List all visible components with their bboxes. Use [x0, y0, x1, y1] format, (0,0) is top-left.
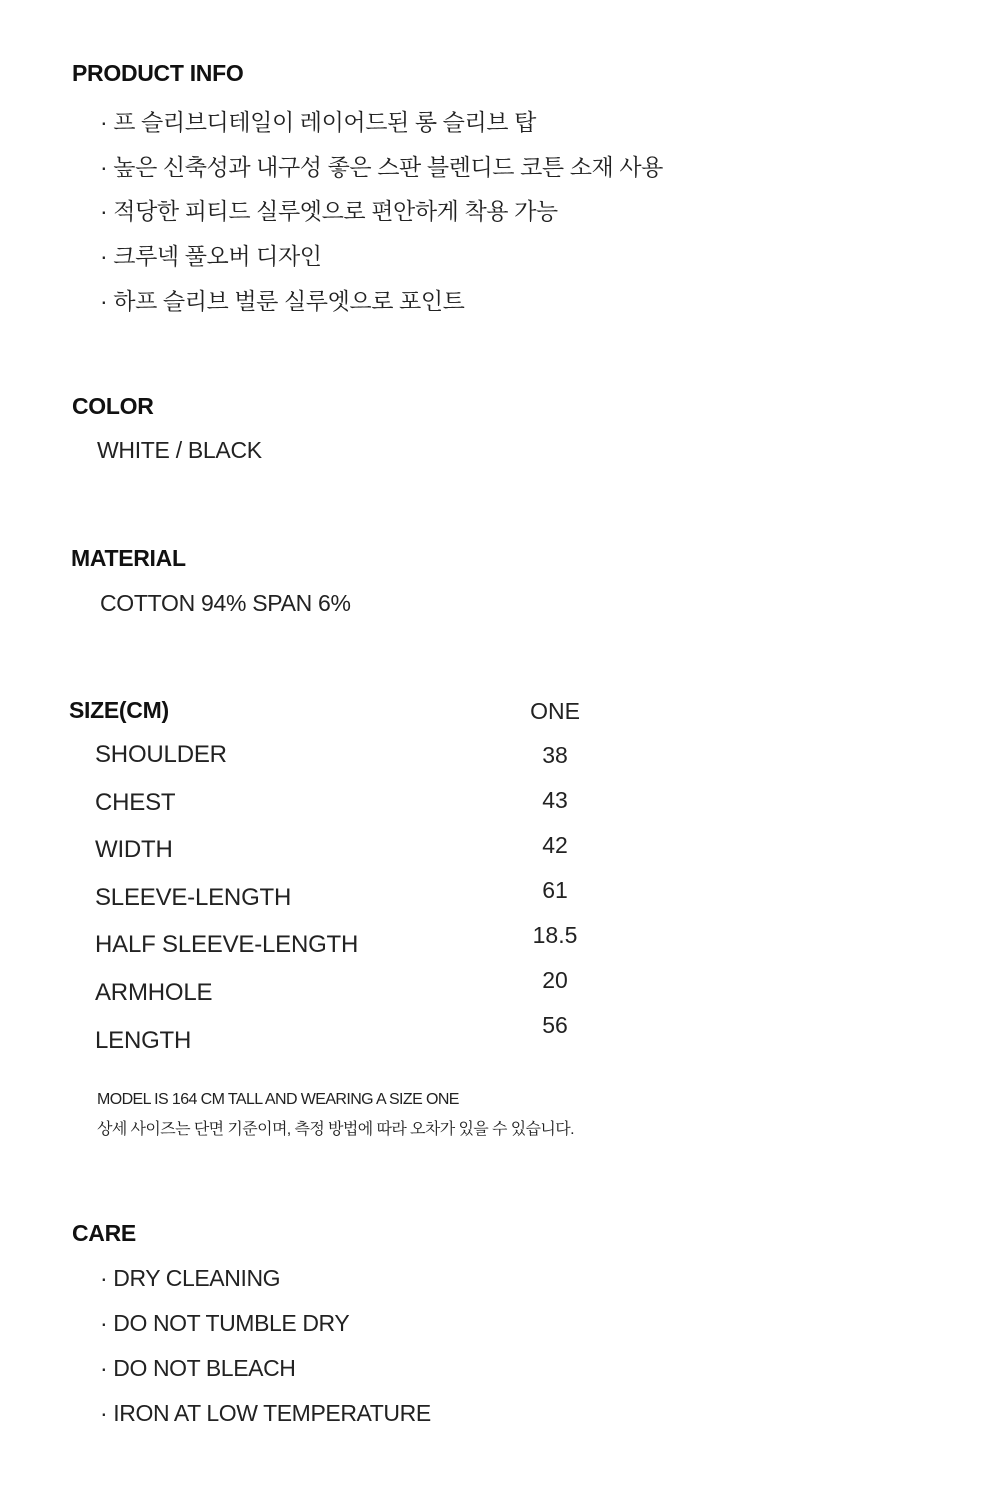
size-column-header: ONE: [530, 698, 580, 724]
product-info-item: · 높은 신축성과 내구성 좋은 스판 블렌디드 코튼 소재 사용: [100, 154, 663, 180]
care-item: · DO NOT BLEACH: [100, 1355, 296, 1381]
size-value-width: 42: [542, 832, 568, 858]
care-item: · DO NOT TUMBLE DRY: [100, 1310, 350, 1336]
care-item: · DRY CLEANING: [100, 1265, 281, 1291]
size-value-length: 56: [542, 1012, 568, 1038]
color-heading: COLOR: [72, 393, 154, 419]
product-info-item: · 크루넥 풀오버 디자인: [100, 243, 322, 269]
size-label-half-sleeve-length: HALF SLEEVE-LENGTH: [95, 931, 359, 958]
size-label-sleeve-length: SLEEVE-LENGTH: [95, 884, 292, 911]
product-info-heading: PRODUCT INFO: [72, 60, 244, 86]
product-info-item: · 하프 슬리브 벌룬 실루엣으로 포인트: [100, 288, 465, 314]
size-heading: SIZE(CM): [69, 697, 169, 723]
color-value: WHITE / BLACK: [97, 437, 262, 463]
size-value-shoulder: 38: [542, 742, 568, 768]
size-value-armhole: 20: [542, 967, 568, 993]
size-value-half-sleeve-length: 18.5: [532, 922, 578, 948]
model-size-note: MODEL IS 164 CM TALL AND WEARING A SIZE ONE: [97, 1091, 459, 1108]
size-value-chest: 43: [542, 787, 568, 813]
material-heading: MATERIAL: [71, 545, 186, 571]
product-info-item: · 적당한 피티드 실루엣으로 편안하게 착용 가능: [100, 198, 558, 224]
care-heading: CARE: [72, 1220, 136, 1246]
care-item: · IRON AT LOW TEMPERATURE: [100, 1400, 431, 1426]
measurement-note: 상세 사이즈는 단면 기준이며, 측정 방법에 따라 오차가 있을 수 있습니다.: [97, 1121, 574, 1138]
size-value-sleeve-length: 61: [542, 877, 568, 903]
size-label-length: LENGTH: [95, 1027, 192, 1054]
product-info-item: · 프 슬리브디테일이 레이어드된 롱 슬리브 탑: [100, 109, 536, 135]
material-value: COTTON 94% SPAN 6%: [100, 590, 351, 616]
size-label-armhole: ARMHOLE: [95, 979, 213, 1006]
size-label-width: WIDTH: [95, 836, 173, 863]
size-label-shoulder: SHOULDER: [95, 741, 227, 768]
size-label-chest: CHEST: [95, 789, 176, 816]
